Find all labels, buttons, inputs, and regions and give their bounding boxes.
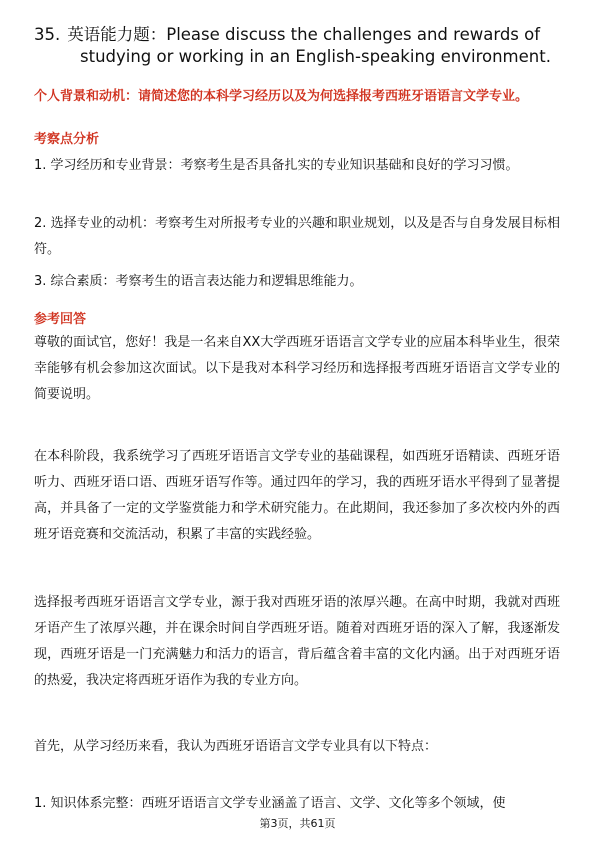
answer-paragraph-1: 尊敬的面试官，您好！我是一名来自XX大学西班牙语语言文学专业的应届本科毕业生，很荣幸能够有机会参加这次面试。以下是我对本科学习经历和选择报考西班牙语语言文学专业的简要说明。: [34, 335, 560, 402]
answer-paragraph-2: 在本科阶段，我系统学习了西班牙语语言文学专业的基础课程，如西班牙语精读、西班牙语听力、西班牙语口语、西班牙语写作等。通过四年的学习，我的西班牙语水平得到了显著提高，并具备了一定的文学鉴赏能力和学术研究能力。在此期间，我还参加了多次校内外的西班牙语竞赛和交流活动，积累了丰富的实践经验。: [34, 449, 560, 542]
analysis-heading: 考察点分析: [34, 132, 100, 147]
analysis-item-2: 2. 选择专业的动机：考察考生对所报考专业的兴趣和职业规划，以及是否与自身发展目标相符。: [34, 216, 560, 257]
question-title: [34, 24, 564, 68]
answer-paragraph-3: 选择报考西班牙语语言文学专业，源于我对西班牙语的浓厚兴趣。在高中时期，我就对西班牙语产生了浓厚兴趣，并在课余时间自学西班牙语。随着对西班牙语的深入了解，我逐渐发现，西班牙语是一门充满魅力和活力的语言，背后蕴含着丰富的文化内涵。出于对西班牙语的热爱，我决定将西班牙语作为我的专业方向。: [34, 595, 560, 688]
answer-heading: 参考回答: [34, 312, 87, 327]
background-prompt: 个人背景和动机：请简述您的本科学习经历以及为何选择报考西班牙语语言文学专业。: [34, 89, 529, 104]
question-line-1: 英语能力题：Please discuss the challenges and rewards of: [67, 25, 541, 44]
answer-paragraph-5: 1. 知识体系完整：西班牙语语言文学专业涵盖了语言、文学、文化等多个领域，使: [34, 796, 506, 811]
analysis-item-3: 3. 综合素质：考察考生的语言表达能力和逻辑思维能力。: [34, 274, 363, 289]
page-footer: 第3页，共61页: [259, 817, 336, 830]
answer-paragraph-4: 首先，从学习经历来看，我认为西班牙语语言文学专业具有以下特点：: [34, 739, 438, 754]
analysis-item-1: 1. 学习经历和专业背景：考察考生是否具备扎实的专业知识基础和良好的学习习惯。: [34, 158, 519, 173]
question-line-2: studying or working in an English-speaking environment.: [80, 47, 551, 66]
question-number: 35.: [34, 25, 61, 44]
